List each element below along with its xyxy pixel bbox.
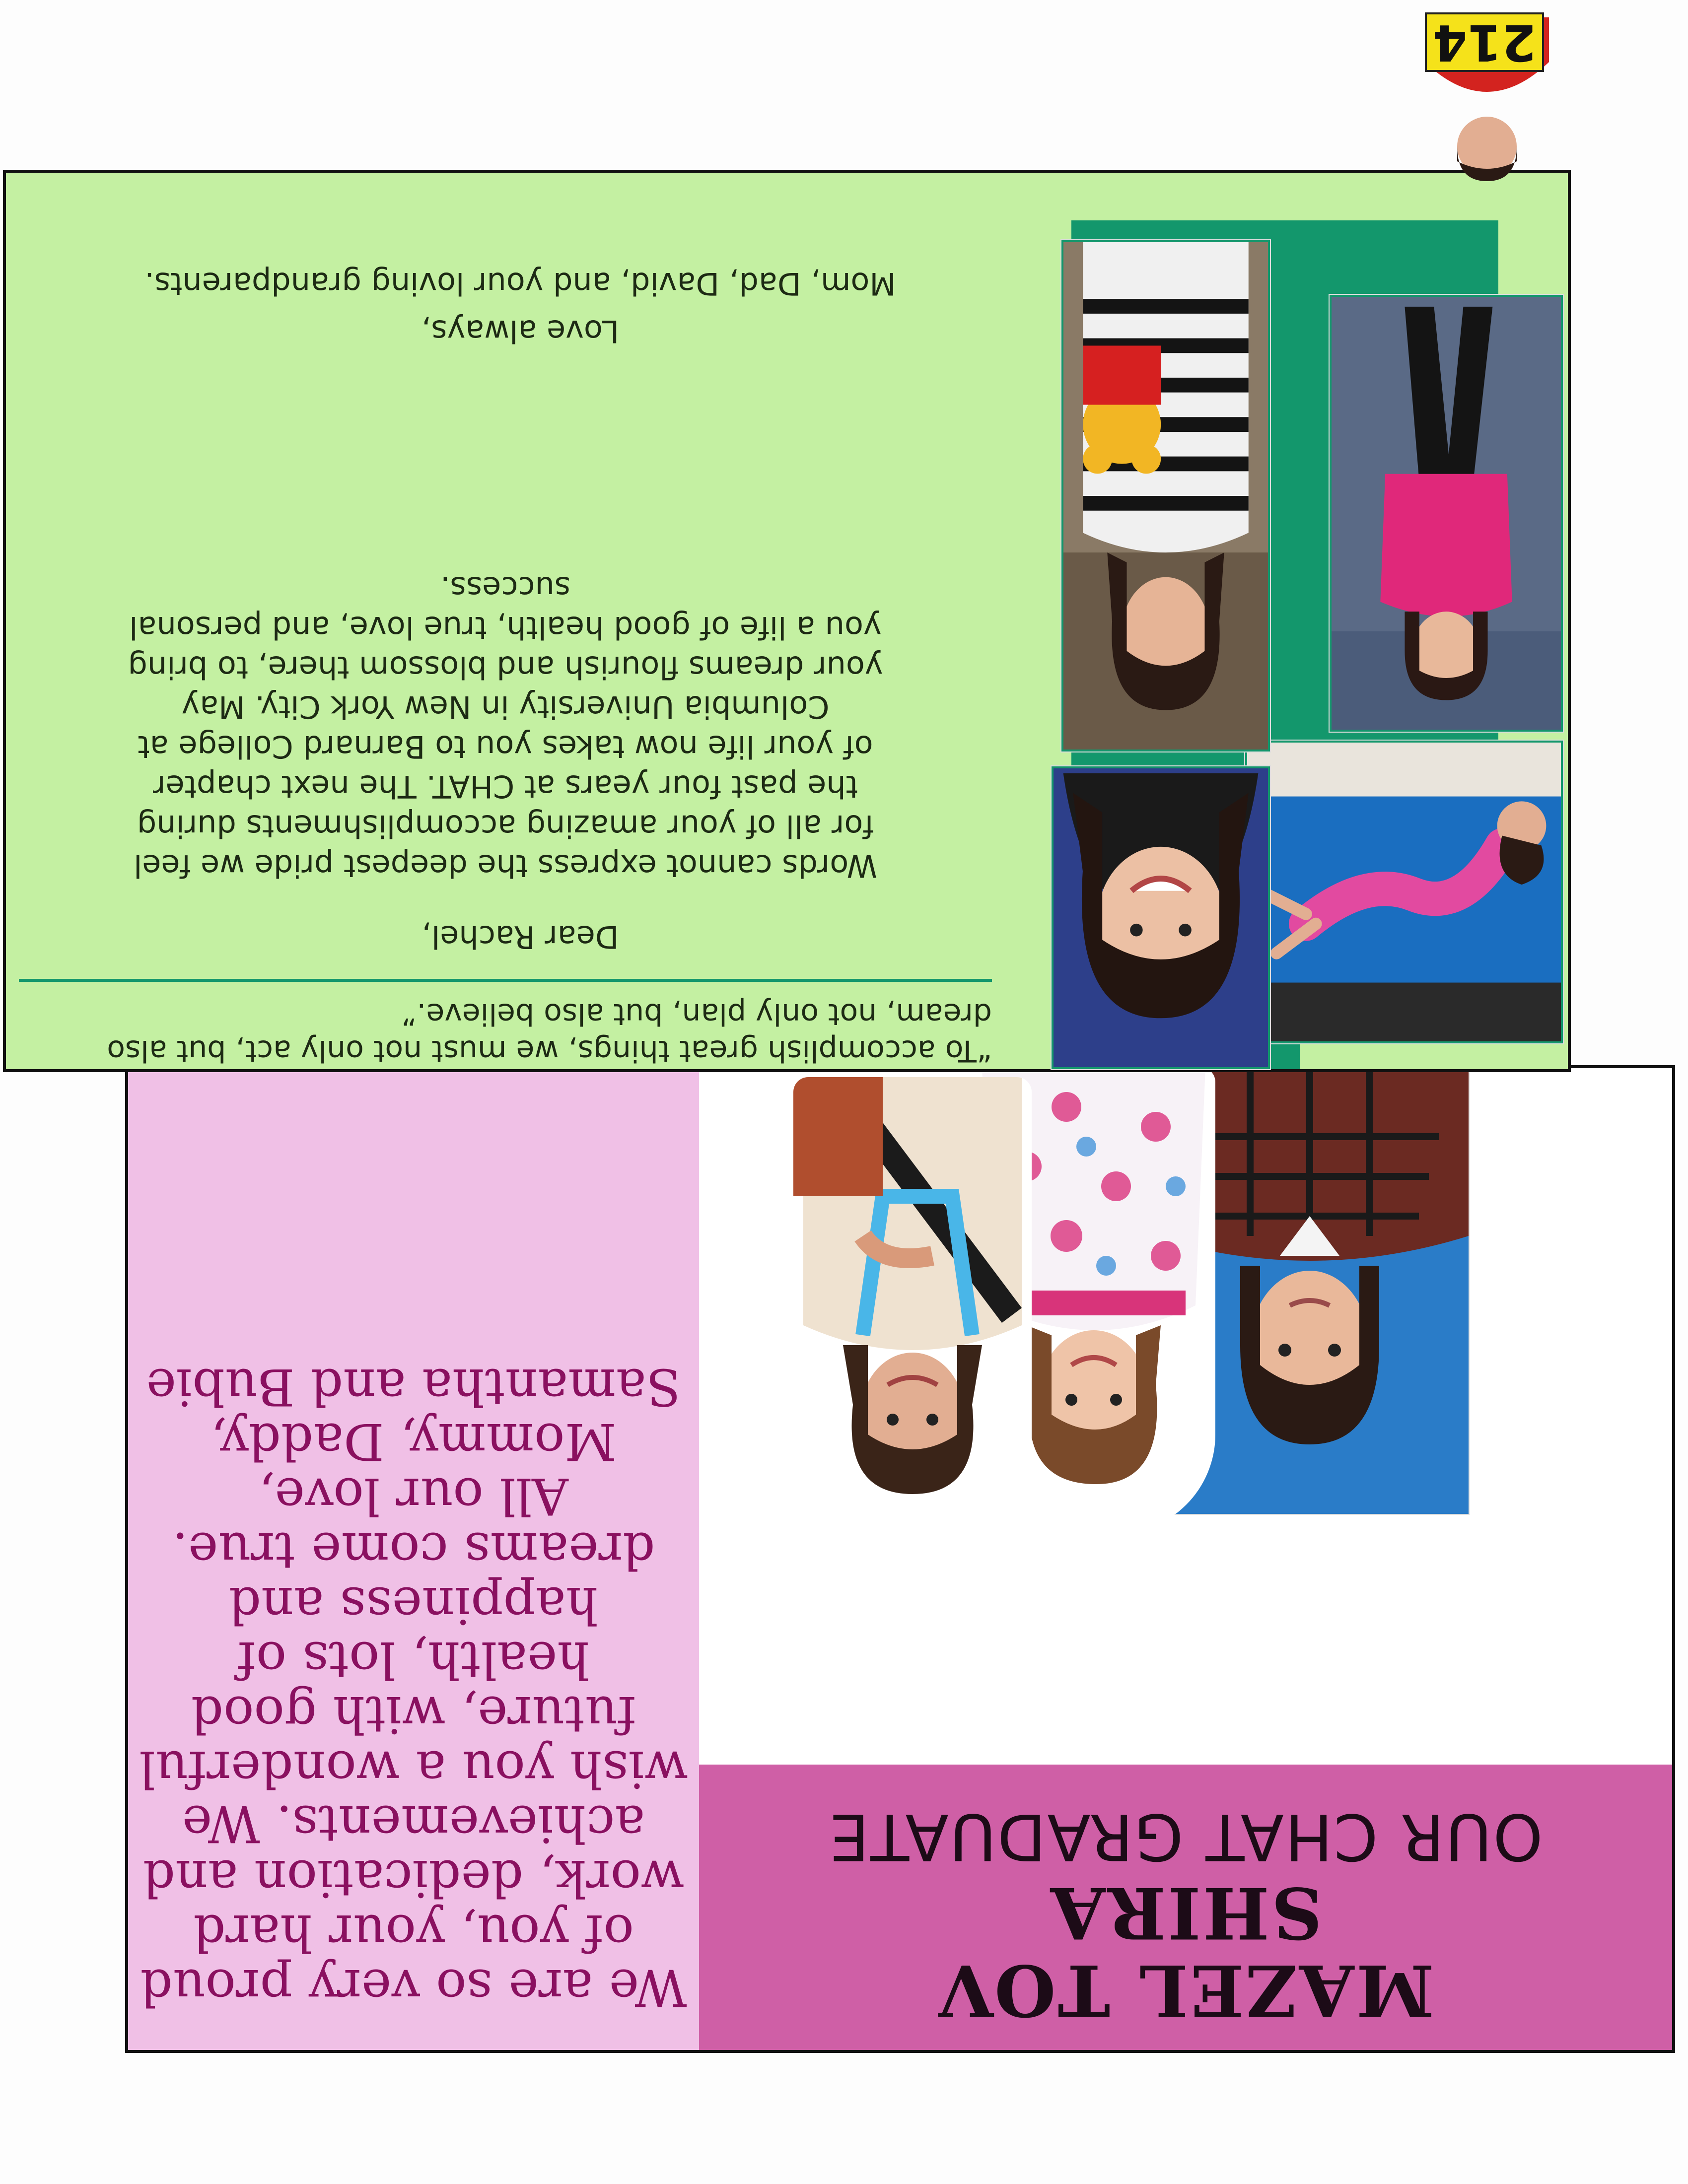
mazel-message-line: We are so very proud — [140, 1958, 687, 2017]
mazel-message-line: Samantha and Bubie — [146, 1357, 681, 1416]
mazel-message-line: dreams come true. — [172, 1521, 655, 1580]
letter-body-line: of your life now takes you to Barnard College at — [138, 729, 873, 765]
mazel-tov-ad — [125, 1065, 1675, 2053]
letter-signature: Mom, Dad, David, and your loving grandparents. — [144, 266, 896, 302]
graduate-photo-bag — [793, 1077, 1032, 1544]
pink-jacket-photo — [1330, 295, 1563, 732]
mazel-title-panel — [699, 1068, 1672, 2050]
letter-closing: Love always, — [421, 313, 620, 349]
mazel-title: MAZEL TOV — [937, 1949, 1434, 2031]
mazel-message — [128, 1357, 699, 2017]
mazel-message-line: health, lots of — [237, 1630, 590, 1689]
letter-body-line: your dreams flourish and blossom there, to bring — [128, 649, 883, 685]
mazel-message-line: future, with good — [191, 1685, 636, 1744]
mazel-name: SHIRA — [1049, 1871, 1323, 1954]
mazel-message-line: wish you a wonderful — [139, 1739, 688, 1798]
page-number-badge — [1415, 13, 1559, 181]
letter-salutation: Dear Rachel, — [422, 919, 619, 955]
letter-quote: “To accomplish great things, we must not only act, but also dream, not only plan, but also believe.” — [107, 997, 992, 1068]
mazel-message-line: All our love, — [258, 1466, 569, 1525]
pooh-bear-photo — [1061, 240, 1270, 751]
letter-body-line: success. — [440, 570, 571, 606]
letter-body-line: you a life of good health, true love, and personal — [129, 610, 882, 646]
smiling-portrait-photo — [1052, 766, 1270, 1069]
gymnastics-photo — [1245, 741, 1563, 1043]
mazel-message-line: happiness and — [228, 1575, 599, 1635]
letter-ad — [3, 170, 1571, 1072]
letter-body-line: for all of your amazing accomplishments during — [137, 808, 874, 844]
letter-divider — [19, 979, 992, 982]
mazel-message-line: achievements. We — [182, 1794, 645, 1853]
letter-body-line: Words cannot express the deepest pride we feel — [134, 848, 877, 884]
letter-body-line: the past four years at CHAT. The next chapter — [153, 768, 858, 805]
page-number: 214 — [1425, 12, 1544, 72]
mazel-message-line: of you, your hard — [193, 1903, 634, 1962]
mazel-title-box — [699, 1765, 1672, 2050]
mazel-subtitle: OUR CHAT GRADUATE — [828, 1799, 1543, 1873]
letter-body-line: Columbia University in New York City. May — [181, 689, 830, 725]
letter-body — [69, 568, 942, 886]
mazel-message-line: Mommy, Daddy, — [211, 1412, 617, 1471]
mazel-message-panel — [128, 1068, 699, 2050]
mazel-message-line: work, dedication and — [142, 1848, 685, 1908]
